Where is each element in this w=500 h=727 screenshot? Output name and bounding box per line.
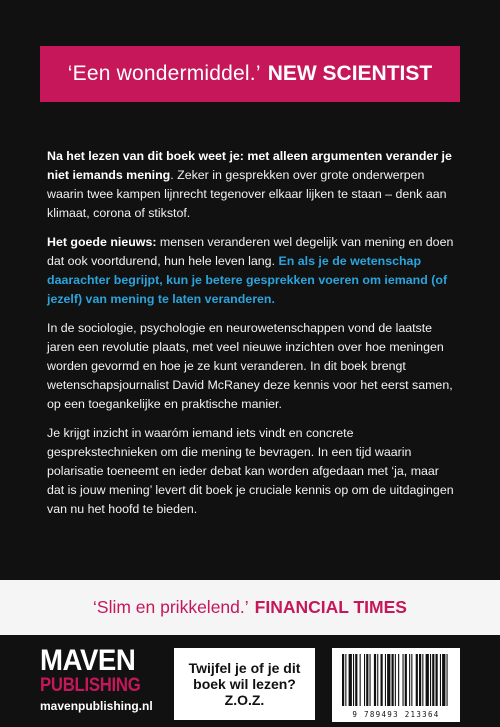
publisher-name-line2: PUBLISHING xyxy=(40,675,141,696)
barcode-number: 9 789493 213364 xyxy=(352,710,440,719)
blurb-paragraph-1 xyxy=(47,147,457,223)
barcode-bar xyxy=(436,654,438,706)
blurb-paragraph-4: Je krijgt inzicht in waaróm iemand iets vindt en concrete gesprekstechnieken om die mening te bevragen. In een tijd waarin polarisatie toeneemt en ieder debat kan worden afgedaan met ‘ja, maar dat is jouw mening’ levert dit boek je cruciale kennis op om de uitdagingen van nu het hoofd te bieden. xyxy=(47,426,454,516)
barcode-bar xyxy=(432,654,434,706)
barcode-bar xyxy=(381,654,383,706)
barcode-bar xyxy=(342,654,344,706)
barcode-bar xyxy=(360,654,361,706)
barcode-bar xyxy=(416,654,418,706)
top-quote-banner xyxy=(40,46,460,102)
publisher-logo xyxy=(40,646,152,720)
barcode-bar xyxy=(419,654,421,706)
barcode xyxy=(332,648,460,722)
barcode-bar xyxy=(447,654,448,706)
barcode-bar xyxy=(403,654,404,706)
blurb-paragraph-3: In de sociologie, psychologie en neurowetenschappen vond de laatste jaren een revolutie plaats, met veel nieuwe inzichten over hoe meningen worden gevormd en hoe je ze kunt veranderen. In dit boek brengt wetenschapsjournalist David McRaney deze kennis voor het eerst samen, op een toegankelijke en praktische manier. xyxy=(47,321,453,411)
barcode-bar xyxy=(392,654,394,706)
barcode-bar xyxy=(377,654,378,706)
blurb-text xyxy=(47,147,457,529)
barcode-bar xyxy=(442,654,445,706)
bottom-quote-text: ‘Slim en prikkelend.’ xyxy=(93,597,249,617)
blurb-p1-rest: . Zeker in gesprekken over grote onderwerpen waarin twee kampen lijnrecht tegenover elkaar lijken te staan – denk aan klimaat, corona of stikstof. xyxy=(47,168,447,220)
blurb-p2-mid: mensen veranderen wel degelijk van mening en doen dat ook voortdurend, hun hele leven lang. xyxy=(47,235,454,268)
publisher-name-line1: MAVEN xyxy=(40,644,136,677)
top-quote-source: NEW SCIENTIST xyxy=(267,62,433,85)
barcode-bar xyxy=(374,654,376,706)
blurb-p2-bold: Het goede nieuws: xyxy=(47,235,157,249)
promo-box xyxy=(174,648,315,720)
bottom-quote-source: FINANCIAL TIMES xyxy=(254,597,407,617)
barcode-bar xyxy=(395,654,396,706)
barcode-bar xyxy=(398,654,399,706)
barcode-bar xyxy=(405,654,407,706)
barcode-bar xyxy=(422,654,423,706)
barcode-bar xyxy=(355,654,357,706)
barcode-bar xyxy=(370,654,371,706)
barcode-bar xyxy=(349,654,352,706)
blurb-p1-bold: Na het lezen van dit boek weet je: met alleen argumenten verander je niet iemands mening xyxy=(47,149,452,182)
barcode-bar xyxy=(440,654,441,706)
barcode-bar xyxy=(353,654,354,706)
barcode-bar xyxy=(411,654,412,706)
barcode-bar xyxy=(426,654,429,706)
publisher-url: mavenpublishing.nl xyxy=(40,699,153,713)
bottom-quote-band xyxy=(0,580,500,635)
blurb-p2-highlight: En als je de wetenschap daarachter begrijpt, kun je betere gesprekken voeren om iemand (of jezelf) van mening te laten veranderen. xyxy=(47,254,448,306)
barcode-bar xyxy=(364,654,365,706)
promo-line-2: boek wil lezen? xyxy=(193,676,296,692)
top-quote-text: ‘Een wondermiddel.’ xyxy=(67,62,261,85)
barcode-bar xyxy=(366,654,368,706)
promo-line-1: Twijfel je of je dit xyxy=(188,660,301,676)
barcode-bar xyxy=(430,654,431,706)
barcode-bar xyxy=(387,654,390,706)
promo-line-3: Z.O.Z. xyxy=(224,692,265,708)
blurb-paragraph-2 xyxy=(47,233,457,309)
barcode-bars xyxy=(332,648,460,710)
barcode-bar xyxy=(385,654,386,706)
barcode-bar xyxy=(345,654,346,706)
barcode-bar xyxy=(409,654,410,706)
